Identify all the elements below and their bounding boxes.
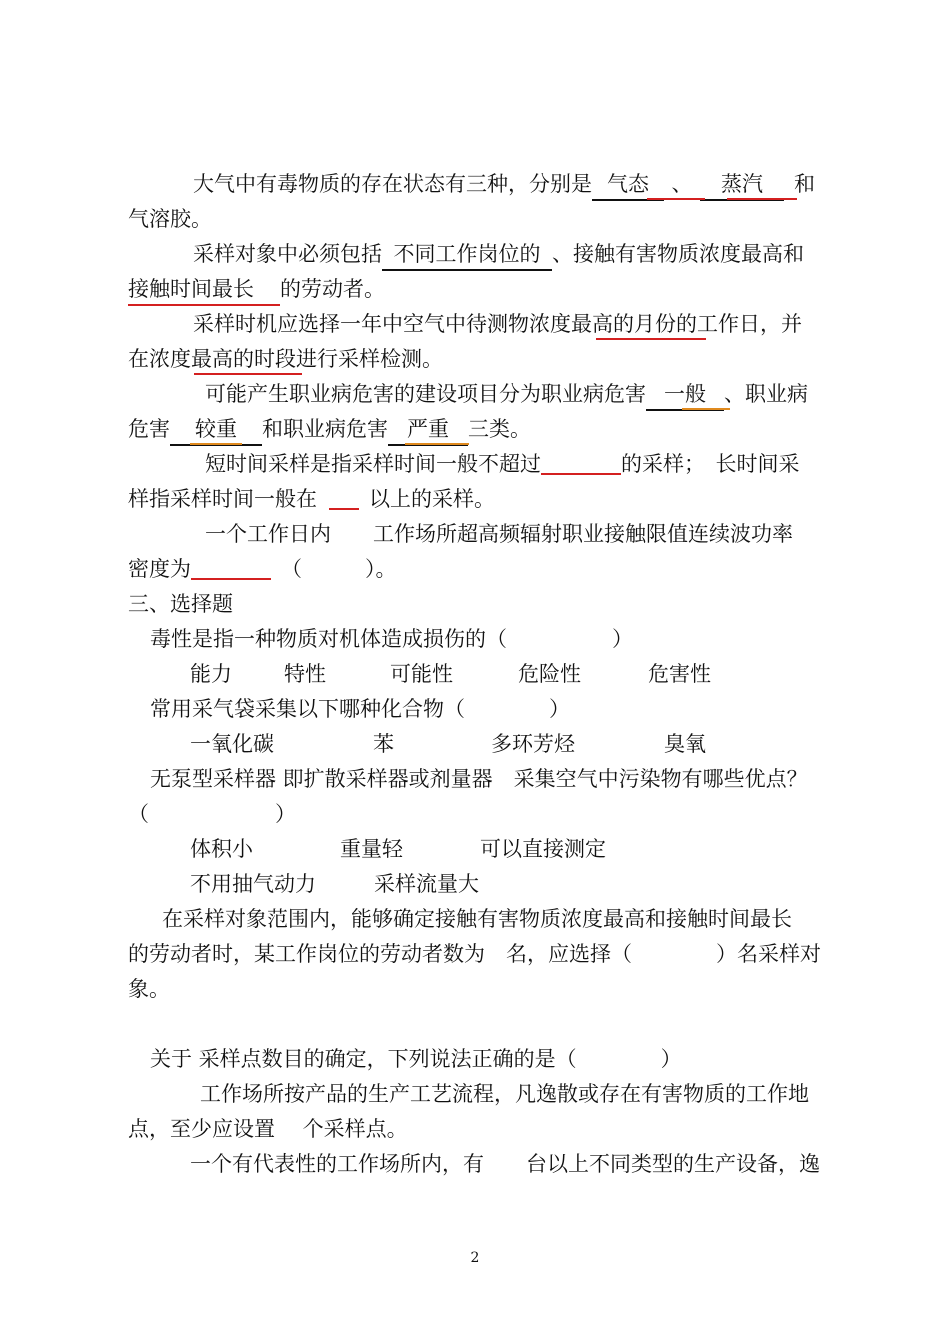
q4-answer-3: 严重 [407, 417, 449, 441]
q3-answer-1: 最高的月份 [571, 312, 676, 336]
q4-blank-3 [388, 416, 468, 442]
choice-q3-option-c: 可以直接测定 [480, 837, 606, 861]
fill-in-q2-line1 [193, 241, 804, 267]
q4-answer-2: 较重 [195, 417, 237, 441]
choice-q1-option-d: 危险性 [518, 662, 581, 686]
q3-text: 采样时机应选择一年中空气中待测物浓度 [193, 312, 571, 336]
choice-q3-option-d: 不用抽气动力 [190, 872, 316, 896]
choice-q3-option-b: 重量轻 [340, 837, 403, 861]
choice-q4-line1: 在采样对象范围内，能够确定接触有害物质浓度最高和接触时间最长 [162, 907, 792, 931]
q4-text-3: 危害 [128, 417, 170, 441]
q4-text-5: 三类。 [468, 417, 531, 441]
choice-q2-option-d: 臭氧 [664, 732, 706, 756]
choice-q1: 毒性是指一种物质对机体造成损伤的（ ） [150, 627, 633, 651]
fill-in-q5-line1 [205, 451, 800, 477]
choice-q2: 常用采气袋采集以下哪种化合物（ ） [150, 697, 570, 721]
fill-in-q1-line2: 气溶胶。 [128, 207, 212, 231]
q3-red-mark-2 [194, 373, 302, 375]
page-number: 2 [470, 1250, 480, 1266]
q3-answer-2: 最高的时段 [191, 347, 296, 371]
q1-text-and: 和 [794, 172, 815, 196]
choice-q5-option-a-line1: 工作场所按产品的生产工艺流程，凡逸散或存在有害物质的工作地 [200, 1082, 809, 1106]
choice-q1-option-a: 能力 [190, 662, 232, 686]
q1-blank-1 [592, 171, 664, 197]
q4-text-2: 、职业病 [724, 382, 808, 406]
choice-q2-option-a: 一氧化碳 [190, 732, 274, 756]
section-heading: 三、选择题 [128, 592, 233, 616]
q5-text-3: 样指采样时间一般在 [128, 487, 317, 511]
q6-text-2: （ ）。 [281, 557, 397, 581]
choice-q1-option-e: 危害性 [648, 662, 711, 686]
choice-q3-option-a: 体积小 [190, 837, 253, 861]
fill-in-q1-line1 [193, 171, 815, 197]
choice-q2-option-c: 多环芳烃 [491, 732, 575, 756]
fill-in-q6-line1: 一个工作日内 工作场所超高频辐射职业接触限值连续波功率 [205, 522, 793, 546]
q3-text-2: 的工作日，并 [676, 312, 802, 336]
choice-q2-option-b: 苯 [373, 732, 394, 756]
choice-q5: 关于 采样点数目的确定，下列说法正确的是（ ） [150, 1047, 682, 1071]
q4-blank-2 [170, 416, 262, 442]
q1-answer-1: 气态 [607, 172, 649, 196]
q5-text-4: 以上的采样。 [369, 487, 495, 511]
choice-q4-line2: 的劳动者时，某工作岗位的劳动者数为 名，应选择（ ）名采样对 [128, 942, 821, 966]
q4-orange-mark-3 [405, 443, 469, 445]
choice-q5-option-b-line1: 一个有代表性的工作场所内，有 台以上不同类型的生产设备，逸 [190, 1152, 820, 1176]
q5-text: 短时间采样是指采样时间一般不超过 [205, 452, 541, 476]
q4-text-4: 和职业病危害 [262, 417, 388, 441]
q2-text-2: 、接触有害物质浓度最高和 [552, 242, 804, 266]
q3-text-3: 在浓度 [128, 347, 191, 371]
q6-text: 密度为 [128, 557, 191, 581]
fill-in-q4-line2 [128, 416, 531, 442]
q3-red-mark-1 [596, 338, 706, 340]
q5-text-2: 的采样； 长时间采 [621, 452, 800, 476]
q1-text: 大气中有毒物质的存在状态有三种，分别是 [193, 172, 592, 196]
choice-q3-paren: （ ） [128, 802, 296, 826]
q1-red-mark-1 [647, 198, 705, 200]
q2-blank-1 [382, 241, 552, 267]
choice-q3-option-e: 采样流量大 [374, 872, 479, 896]
q2-red-mark [128, 304, 280, 306]
fill-in-q5-line2 [128, 486, 495, 512]
fill-in-q4-line1 [205, 381, 808, 407]
fill-in-q3-line1 [193, 311, 802, 337]
q2-blank-2 [128, 276, 280, 302]
q1-separator: 、 [671, 172, 693, 196]
q2-text: 采样对象中必须包括 [193, 242, 382, 266]
q2-answer-2: 接触时间最长 [128, 277, 254, 301]
q1-answer-2: 蒸汽 [721, 172, 763, 196]
q1-red-mark-2 [727, 198, 797, 200]
q2-answer-1: 不同工作岗位的 [393, 242, 541, 266]
q4-text: 可能产生职业病危害的建设项目分为职业病危害 [205, 382, 646, 406]
choice-q3: 无泵型采样器 即扩散采样器或剂量器 采集空气中污染物有哪些优点？ [150, 767, 808, 791]
q2-text-3: 的劳动者。 [280, 277, 385, 301]
q4-orange-mark-2 [190, 443, 242, 445]
fill-in-q3-line2 [128, 346, 443, 372]
choice-q5-option-a-line2: 点，至少应设置 个采样点。 [128, 1117, 408, 1141]
choice-q4-line3: 象。 [128, 977, 170, 1001]
choice-q1-option-b: 特性 [284, 662, 326, 686]
q4-answer-1: 一般 [664, 382, 706, 406]
fill-in-q6-line2 [128, 556, 397, 582]
q1-blank-2 [700, 171, 784, 197]
q3-text-4: 进行采样检测。 [296, 347, 443, 371]
q4-blank-1 [646, 381, 724, 407]
choice-q1-option-c: 可能性 [390, 662, 453, 686]
fill-in-q2-line2 [128, 276, 385, 302]
q4-orange-mark-1 [682, 408, 730, 410]
